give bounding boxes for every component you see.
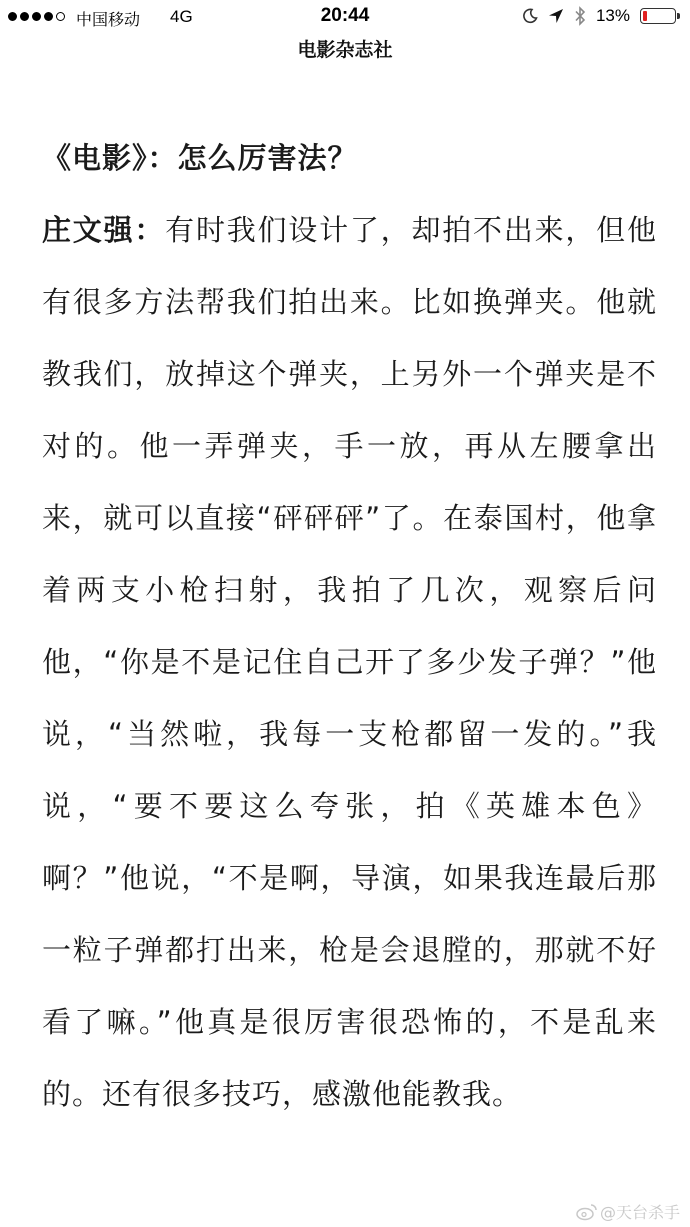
- battery-percentage: 13%: [595, 6, 630, 25]
- speaker-name: 庄文强：: [42, 213, 166, 247]
- weibo-icon: [576, 1203, 598, 1221]
- answer-text: 有时我们设计了，却拍不出来，但他有很多方法帮我们拍出来。比如换弹夹。他就教我们，放掉这个弹夹，上另外一个弹夹是不对的。他一弄弹夹，手一放，再从左腰拿出来，就可以直接“砰砰砰”了。在泰国村，他拿着两支小枪扫射，我拍了几次，观察后问他，“你是不是记住自己开了多少发子弹？”他说，“当然啦，我每一支枪都留一发的。”我说，“要不要这么夸张，拍《英雄本色》啊？”他说，“不是啊，导演，如果我连最后那一粒子弹都打出来，枪是会退膛的，那就不好看了嘛。”他真是很厉害很恐怖的，不是乱来的。还有很多技巧，感激他能教我。: [42, 213, 657, 1111]
- bluetooth-icon: [574, 6, 586, 26]
- interview-question: 《电影》：怎么厉害法？: [42, 141, 358, 175]
- page-title: 电影杂志社: [297, 39, 393, 61]
- watermark-text: @天台杀手: [599, 1203, 680, 1222]
- moon-icon: [522, 8, 538, 24]
- carrier-label: 中国移动: [76, 10, 141, 29]
- article-body: [42, 122, 657, 1130]
- network-type: 4G: [170, 7, 193, 26]
- status-bar: [0, 0, 690, 34]
- watermark: [576, 1200, 680, 1223]
- interview-answer: [42, 194, 657, 1130]
- status-right-group: [522, 6, 676, 26]
- battery-icon: [640, 8, 676, 24]
- location-icon: [548, 8, 564, 24]
- battery-fill: [643, 11, 647, 21]
- status-time: 20:44: [320, 5, 370, 26]
